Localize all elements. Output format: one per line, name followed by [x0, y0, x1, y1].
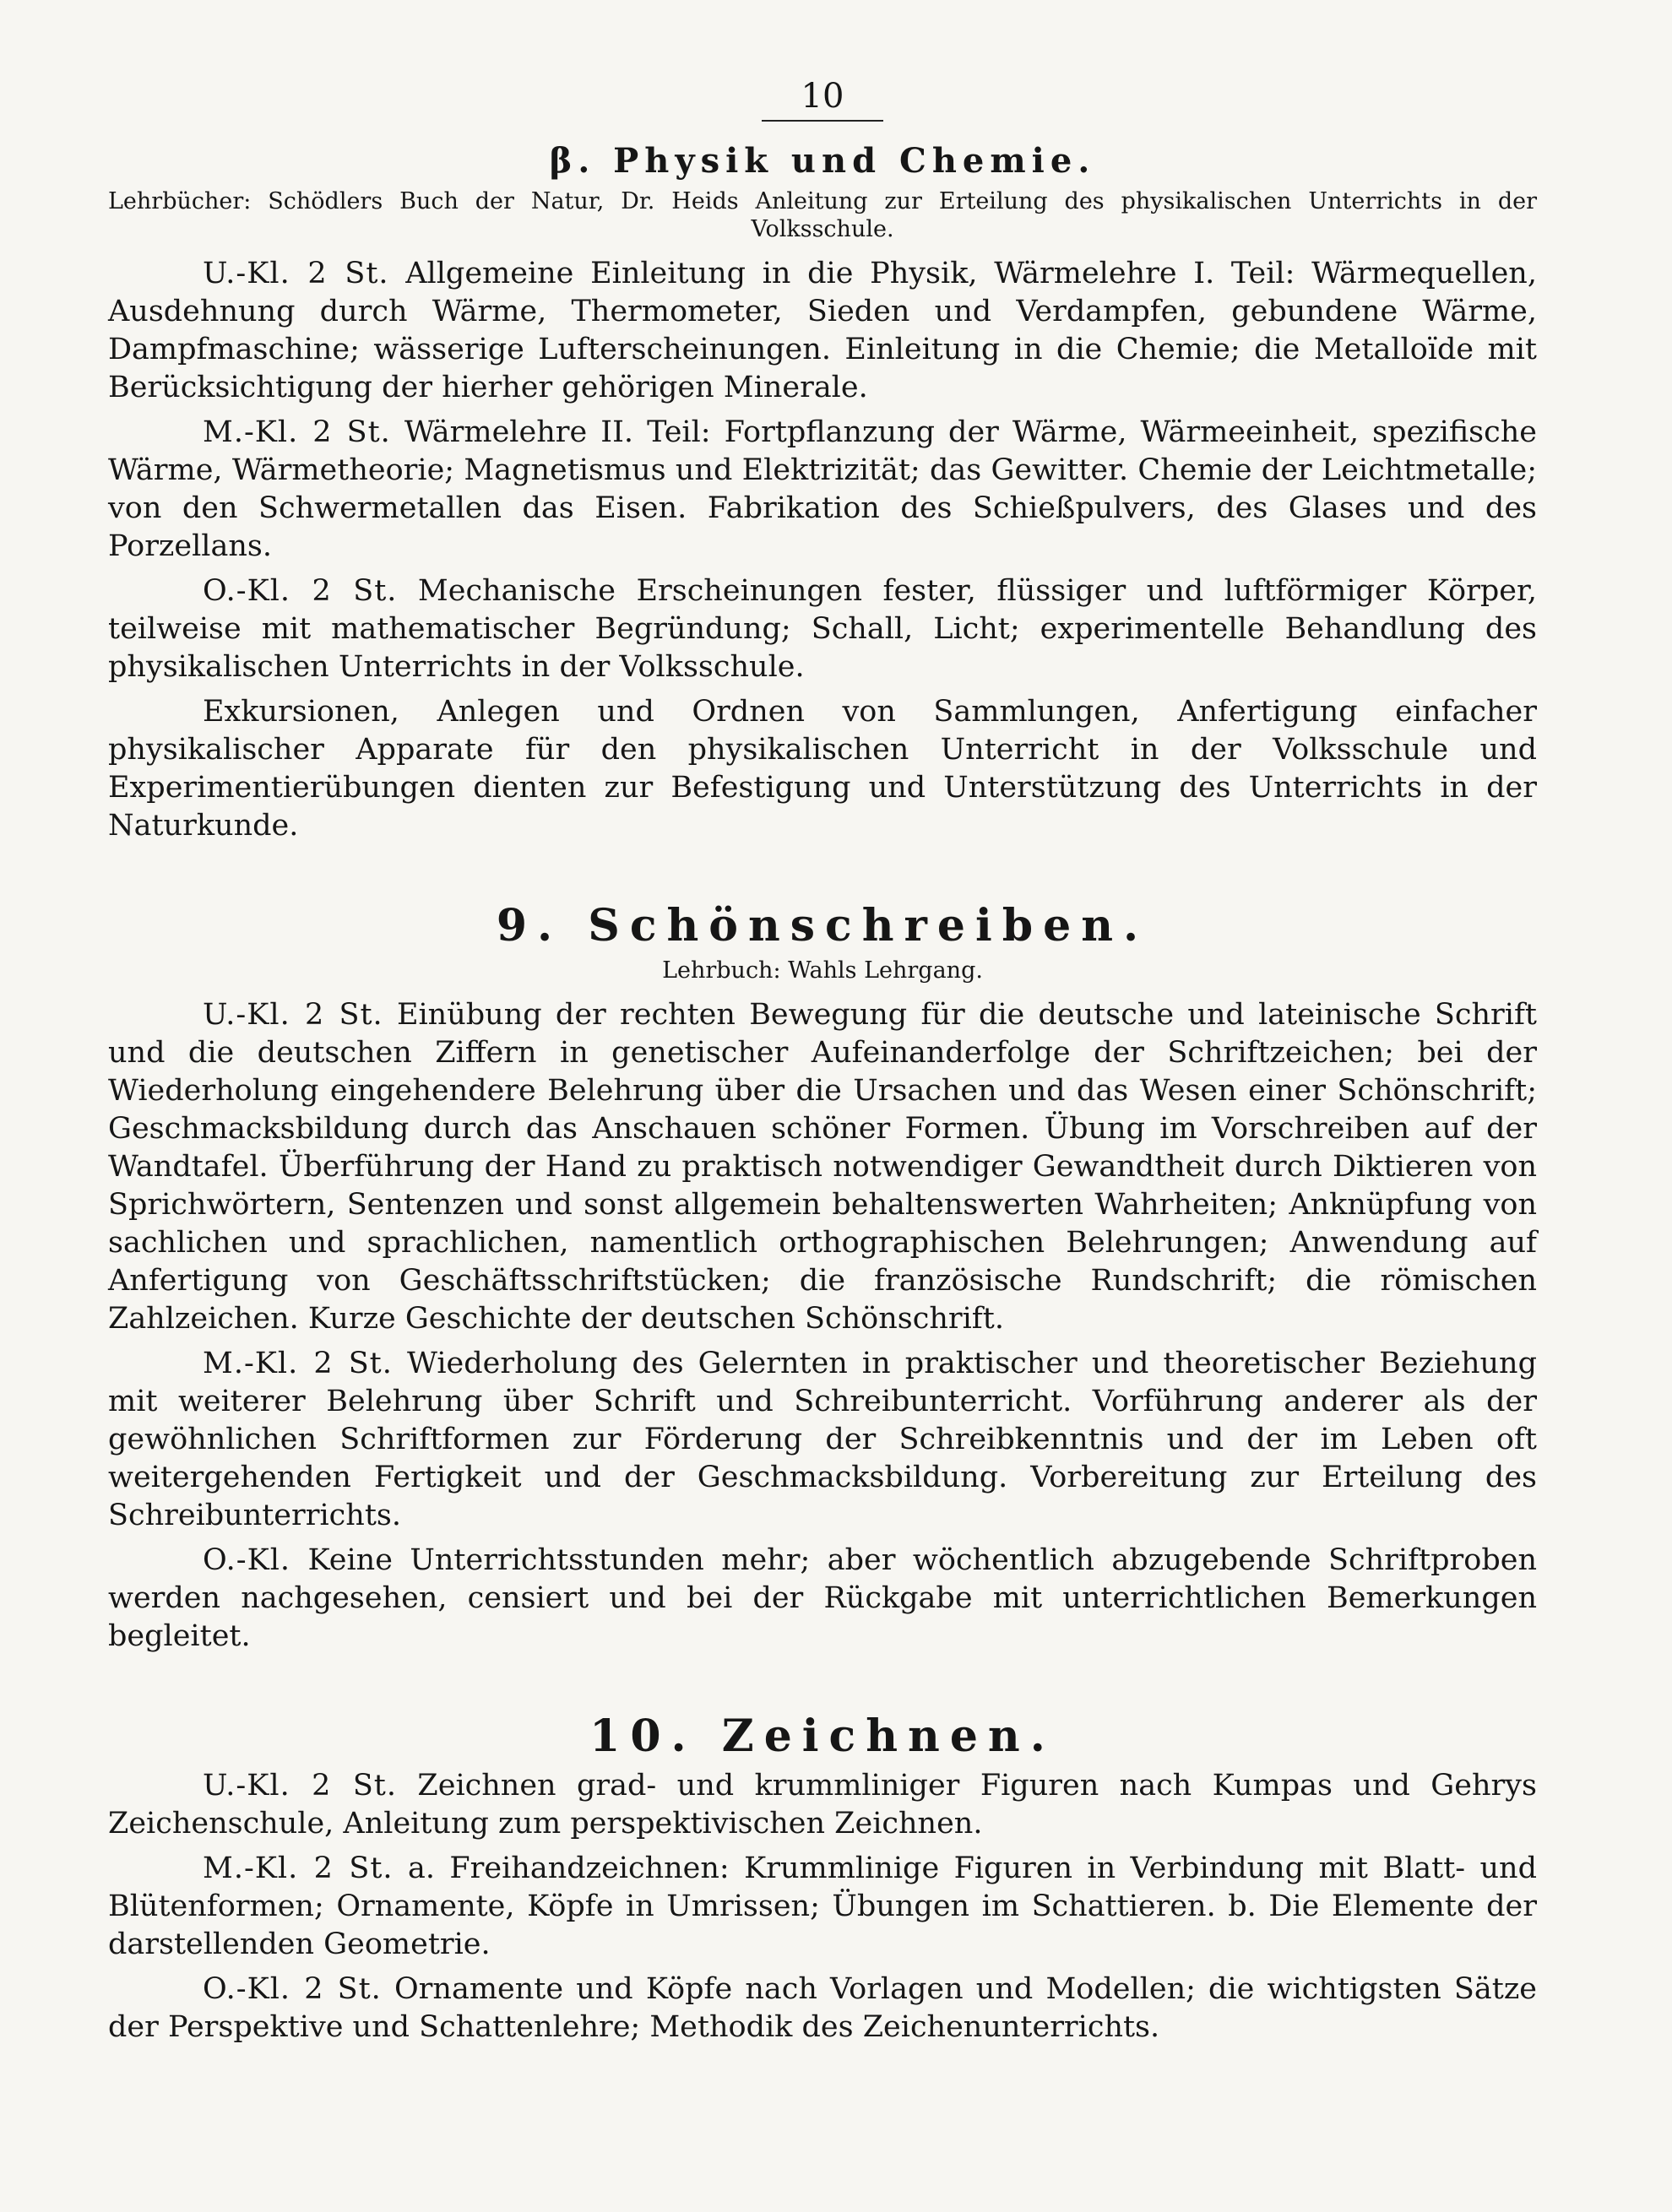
paragraph-zeichnen-oberklasse	[108, 1971, 1537, 2047]
paragraph-text: Allgemeine Einleitung in die Physik, Wärmelehre I. Teil: Wärmequellen, Ausdehnung durch Wärme, Thermometer, Sieden und Verdampfen, gebundene Wärme, Dampfmaschine; wässerige Lufterscheinungen. Einleitung in die Chemie; die Metalloïde mit Berücksichtigung der hierher gehörigen Minerale.	[108, 257, 1537, 404]
page-number: 10	[762, 78, 883, 122]
section-zeichnen	[108, 1710, 1537, 2047]
page-header	[108, 78, 1537, 122]
textbooks-physik: Lehrbücher: Schödlers Buch der Natur, Dr. Heids Anleitung zur Erteilung des physikalischen Unterrichts in der Volksschule.	[108, 188, 1537, 242]
section-heading-schoenschreiben: 9. Schönschreiben.	[496, 900, 1149, 951]
class-lead: O.-Kl. 2 St.	[203, 574, 398, 608]
class-lead: U.-Kl. 2 St.	[203, 1769, 397, 1803]
paragraph-text: Mechanische Erscheinungen fester, flüssiger und luftförmiger Körper, teilweise mit mathematischer Begründung; Schall, Licht; experimentelle Behandlung des physikalischen Unterrichts in der Volksschule.	[108, 574, 1537, 684]
paragraph-text: Wärmelehre II. Teil: Fortpflanzung der Wärme, Wärmeeinheit, spezifische Wärme, Wärmetheorie; Magnetismus und Elektrizität; das Gewitter. Chemie der Leichtmetalle; von den Schwermetallen das Eisen. Fabrikation des Schießpulvers, des Glases und des Porzellans.	[108, 415, 1537, 563]
class-lead: O.-Kl. 2 St.	[203, 1972, 382, 2006]
paragraph-text: Exkursionen, Anlegen und Ordnen von Sammlungen, Anfertigung einfacher physikalischer Apparate für den physikalischen Unterricht in der Volksschule und Experimentierübungen dienten zur Befestigung und Unterstützung des Unterrichts in der Naturkunde.	[108, 695, 1537, 843]
class-lead: M.-Kl. 2 St.	[203, 415, 391, 449]
class-lead: M.-Kl. 2 St.	[203, 1347, 393, 1380]
class-lead: M.-Kl. 2 St.	[203, 1851, 394, 1885]
textbooks-schoenschreiben: Lehrbuch: Wahls Lehrgang.	[662, 957, 983, 984]
paragraph-physik-mittelklasse	[108, 414, 1537, 566]
class-lead: O.-Kl.	[203, 1543, 291, 1577]
class-lead: U.-Kl. 2 St.	[203, 998, 383, 1032]
paragraph-zeichnen-mittelklasse	[108, 1850, 1537, 1964]
paragraph-text: a. Freihandzeichnen: Krummlinige Figuren in Verbindung mit Blatt- und Blütenformen; Ornamente, Köpfe in Umrissen; Übungen im Schattieren. b. Die Elemente der darstellenden Geometrie.	[108, 1851, 1537, 1961]
paragraph-physik-oberklasse	[108, 572, 1537, 686]
paragraph-text: Einübung der rechten Bewegung für die deutsche und lateinische Schrift und die deutschen Ziffern in genetischer Aufeinanderfolge der Schriftzeichen; bei der Wiederholung eingehendere Belehrung über die Ursachen und das Wesen einer Schönschrift; Geschmacksbildung durch das Anschauen schöner Formen. Übung im Vorschreiben auf der Wandtafel. Überführung der Hand zu praktisch notwendiger Gewandtheit durch Diktieren von Sprichwörtern, Sentenzen und sonst allgemein behaltenswerten Wahrheiten; Anknüpfung von sachlichen und sprachlichen, namentlich orthographischen Belehrungen; Anwendung auf Anfertigung von Geschäftsschriftstücken; die französische Rundschrift; die römischen Zahlzeichen. Kurze Geschichte der deutschen Schönschrift.	[108, 998, 1537, 1336]
section-schoenschreiben	[108, 899, 1537, 1656]
paragraph-text: Ornamente und Köpfe nach Vorlagen und Modellen; die wichtigsten Sätze der Perspektive und Schattenlehre; Methodik des Zeichenunterrichts.	[108, 1972, 1537, 2044]
paragraph-schoenschreiben-oberklasse	[108, 1542, 1537, 1656]
paragraph-schoenschreiben-mittelklasse	[108, 1345, 1537, 1535]
class-lead: U.-Kl. 2 St.	[203, 257, 389, 290]
paragraph-schoenschreiben-unterklasse	[108, 996, 1537, 1338]
paragraph-zeichnen-unterklasse	[108, 1767, 1537, 1843]
section-physik-chemie	[108, 140, 1537, 845]
paragraph-physik-unterklasse	[108, 255, 1537, 407]
section-heading-physik: β. Physik und Chemie.	[549, 141, 1096, 181]
paragraph-text: Wiederholung des Gelernten in praktischer und theoretischer Beziehung mit weiterer Belehrung über Schrift und Schreibunterricht. Vorführung anderer als der gewöhnlichen Schriftformen zur Förderung der Schreibkenntnis und der im Leben oft weitergehenden Fertigkeit und der Geschmacksbildung. Vorbereitung zur Erteilung des Schreibunterrichts.	[108, 1347, 1537, 1532]
paragraph-text: Keine Unterrichtsstunden mehr; aber wöchentlich abzugebende Schriftproben werden nachgesehen, censiert und bei der Rückgabe mit unterrichtlichen Bemerkungen begleitet.	[108, 1543, 1537, 1653]
section-heading-zeichnen: 10. Zeichnen.	[589, 1711, 1056, 1762]
paragraph-text: Zeichnen grad- und krummliniger Figuren nach Kumpas und Gehrys Zeichenschule, Anleitung zum perspektivischen Zeichnen.	[108, 1769, 1537, 1841]
paragraph-physik-exkursionen	[108, 693, 1537, 845]
document-page	[108, 78, 1537, 2053]
